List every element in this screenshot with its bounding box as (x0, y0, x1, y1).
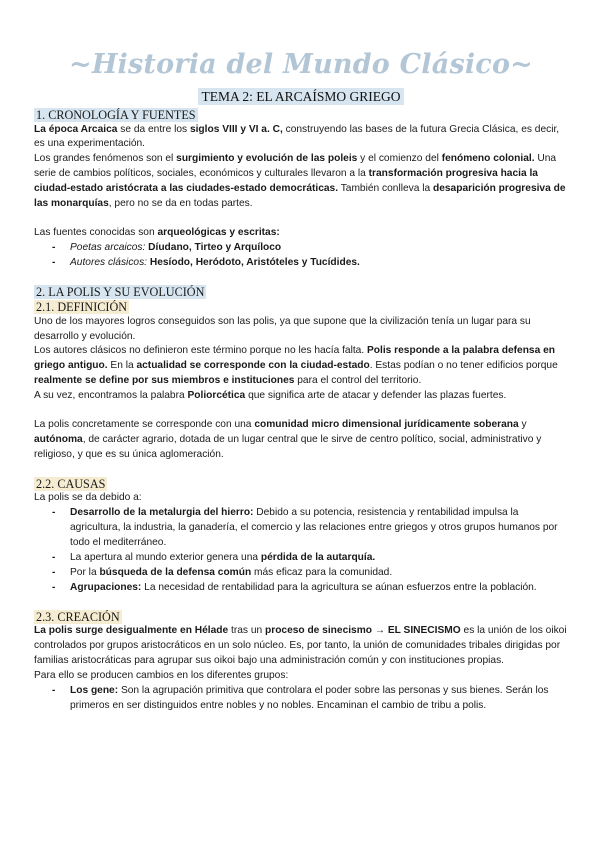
paragraph-logros: Uno de los mayores logros conseguidos son las polis, ya que supone que la civilización tenía un lugar para su desarrollo y evolución. (34, 315, 531, 342)
section-heading-polis: 2. LA POLIS Y SU EVOLUCIÓN (36, 284, 205, 299)
paragraph-sinecismo: La polis surge desigualmente en Hélade tras un proceso de sinecismo → EL SINECISMO es la unión de los oikoi controlados por grupos aristocráticos en un solo núcleo. Es, por tanto, la unión de comunidades tribales dirigidas por familias aristocráticas para agrupar sus oikoi bajo una administración común y con instituciones propias. (34, 625, 567, 666)
list-item: - Agrupaciones: La necesidad de rentabilidad para la agricultura se aúnan esfuerzos entre la población. (34, 581, 568, 596)
document-title: ~Historia del Mundo Clásico~ (69, 49, 533, 80)
subsection-heading-creacion: 2.3. CREACIÓN (36, 609, 120, 624)
paragraph-poliorcetica: A su vez, encontramos la palabra Poliorcética que significa arte de atacar y defender las plazas fuertes. (34, 390, 507, 402)
causas-list (34, 506, 568, 595)
paragraph-cambios: Para ello se producen cambios en los diferentes grupos: (34, 669, 289, 681)
paragraph-autores: Los autores clásicos no definieron este término porque no les hacía falta. Polis responde a la palabra defensa en griego antiguo. En la actualidad se corresponde con la ciudad-estado. Estas podían o no tener edificios porque realmente se define por sus miembros e instituciones para el control del territorio. (34, 345, 558, 387)
list-item: - La apertura al mundo exterior genera una pérdida de la autarquía. (34, 551, 568, 566)
paragraph-comunidad: La polis concretamente se corresponde con una comunidad micro dimensional jurídicamente soberana y autónoma, de carácter agrario, dotada de un lugar central que le sirve de centro político, social, administrativo y religioso, y que es su única aglomeración. (34, 419, 542, 460)
list-item: - Poetas arcaicos: Díudano, Tirteo y Arquíloco (34, 241, 568, 256)
paragraph-causas-intro: La polis se da debido a: (34, 492, 142, 504)
tema-heading-row (34, 88, 568, 106)
paragraph-fenomenos: Los grandes fenómenos son el surgimiento y evolución de las poleis y el comienzo del fenómeno colonial. Una serie de cambios políticos, sociales, económicos y culturales llevaron a la transformación progresiva hacia la ciudad-estado aristócrata a las ciudades-estado democráticas. También conlleva la desaparición progresiva de las monarquías, pero no se da en todas partes. (34, 153, 566, 210)
grupos-list (34, 684, 568, 714)
list-item: - Los gene: Son la agrupación primitiva que controlara el poder sobre las personas y sus bienes. Serán los primeros en ser distinguidos entre nobles y no nobles. Encaminan el cambio de tribu a polis. (34, 684, 568, 714)
subsection-heading-definicion: 2.1. DEFINICIÓN (36, 300, 128, 315)
paragraph-epoca-arcaica: La época Arcaica se da entre los siglos VIII y VI a. C, construyendo las bases de la futura Grecia Clásica, es decir, es una experimentación. (34, 123, 560, 150)
list-item: - Autores clásicos: Hesíodo, Heródoto, Aristóteles y Tucídides. (34, 256, 568, 271)
list-item: - Desarrollo de la metalurgia del hierro: Debido a su potencia, resistencia y rentabilidad impulsa la agricultura, la industria, la ganadería, el comercio y las relaciones entre griegos y otros grupos humanos por todo el mediterráneo. (34, 506, 568, 551)
paragraph-fuentes: Las fuentes conocidas son arqueológicas y escritas: (34, 226, 280, 238)
subsection-heading-causas: 2.2. CAUSAS (36, 476, 106, 491)
list-item: - Por la búsqueda de la defensa común más eficaz para la comunidad. (34, 566, 568, 581)
fuentes-list (34, 241, 568, 271)
section-heading-cronologia: 1. CRONOLOGÍA Y FUENTES (36, 108, 196, 122)
tema-heading: TEMA 2: EL ARCAÍSMO GRIEGO (198, 88, 403, 105)
